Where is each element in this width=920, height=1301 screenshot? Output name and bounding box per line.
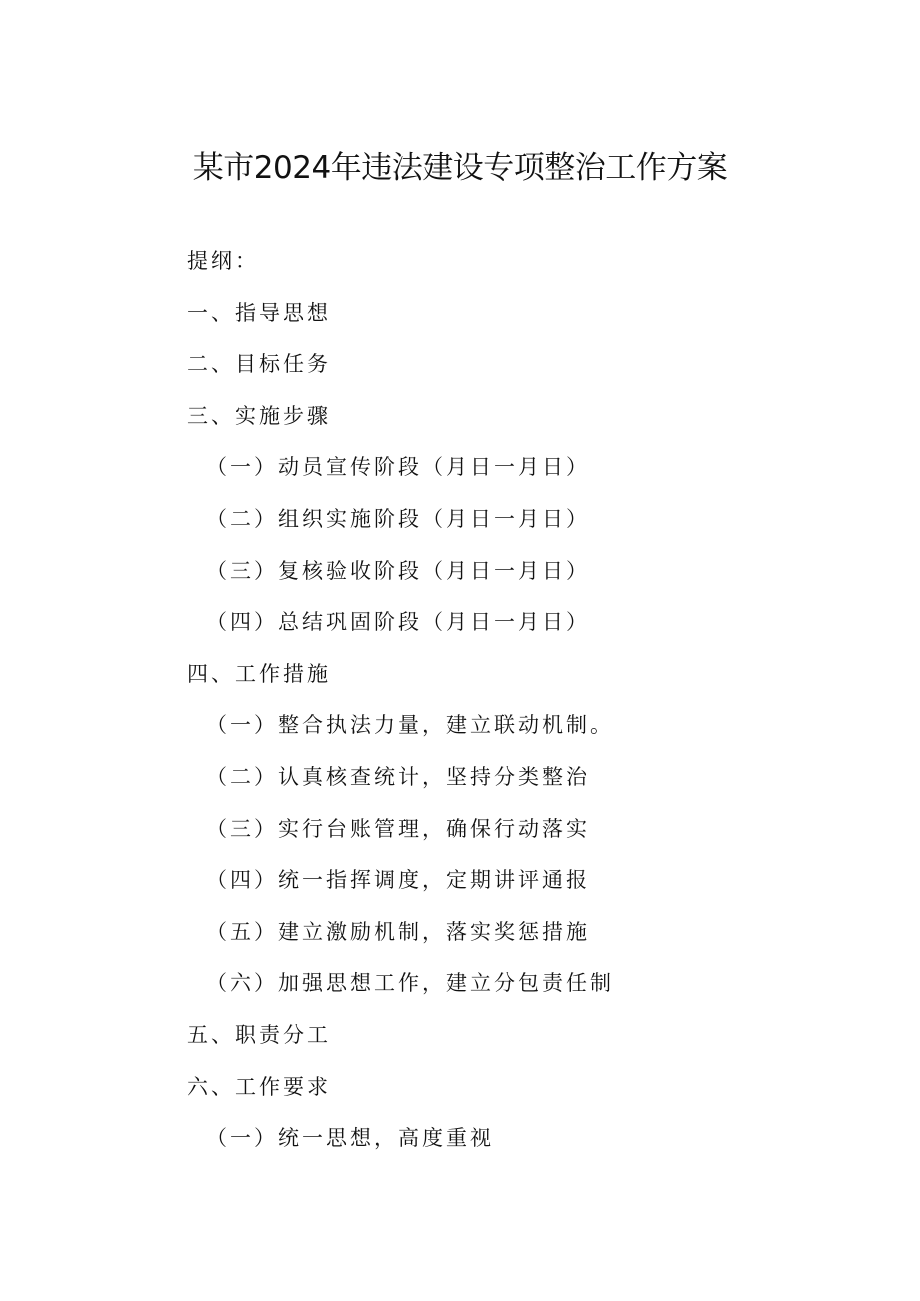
subsection-item: （四）总结巩固阶段（月日一月日） xyxy=(206,610,590,635)
subsection-item: （二）组织实施阶段（月日一月日） xyxy=(206,506,590,531)
section-heading: 一、指导思想 xyxy=(187,300,331,325)
section-heading: 六、工作要求 xyxy=(187,1074,331,1099)
subsection-item: （五）建立激励机制，落实奖惩措施 xyxy=(206,919,590,944)
subsection-item: （一）整合执法力量，建立联动机制。 xyxy=(206,713,614,738)
section-heading: 五、职责分工 xyxy=(187,1022,331,1047)
section-heading: 三、实施步骤 xyxy=(187,403,331,428)
subsection-item: （一）动员宣传阶段（月日一月日） xyxy=(206,455,590,480)
subsection-item: （一）统一思想，高度重视 xyxy=(206,1126,494,1151)
subsection-item: （三）实行台账管理，确保行动落实 xyxy=(206,816,590,841)
subsection-item: （三）复核验收阶段（月日一月日） xyxy=(206,558,590,583)
subsection-item: （六）加强思想工作，建立分包责任制 xyxy=(206,971,614,996)
subsection-item: （四）统一指挥调度，定期讲评通报 xyxy=(206,868,590,893)
section-heading: 二、目标任务 xyxy=(187,352,331,377)
outline-heading: 提纲： xyxy=(187,249,259,273)
outline-list xyxy=(187,236,614,1165)
document-title: 某市2024年违法建设专项整治工作方案 xyxy=(192,150,728,186)
section-heading: 四、工作措施 xyxy=(187,661,331,686)
subsection-item: （二）认真核查统计，坚持分类整治 xyxy=(206,764,590,789)
